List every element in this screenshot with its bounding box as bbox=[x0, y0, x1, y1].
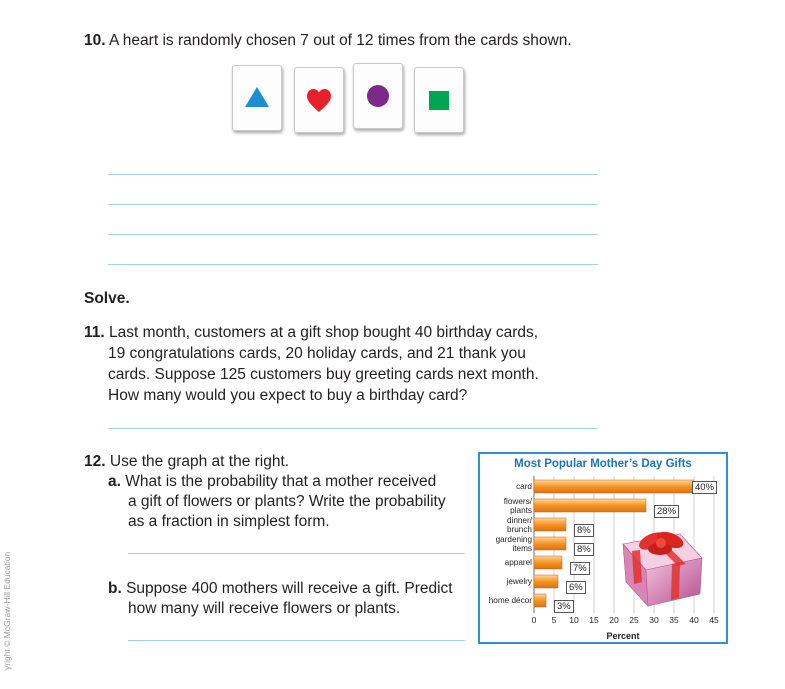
heart-icon bbox=[295, 68, 343, 132]
category-label: gardening items bbox=[495, 535, 532, 553]
card-heart bbox=[294, 67, 344, 133]
answer-line[interactable] bbox=[108, 264, 598, 265]
bar-chart bbox=[478, 452, 728, 644]
square-icon bbox=[415, 68, 463, 132]
question-line: Last month, customers at a gift shop bought 40 birthday cards, bbox=[109, 324, 539, 341]
part-a bbox=[108, 471, 436, 492]
question-number: 10. bbox=[84, 32, 106, 49]
answer-line[interactable] bbox=[108, 234, 598, 235]
question-number: 11. bbox=[84, 324, 105, 341]
card-triangle bbox=[232, 65, 282, 131]
question-11 bbox=[84, 322, 538, 343]
part-label: a. bbox=[108, 473, 121, 490]
section-heading: Solve. bbox=[84, 290, 130, 307]
bar bbox=[534, 556, 562, 569]
category-label: apparel bbox=[504, 558, 532, 568]
bar bbox=[534, 518, 566, 531]
tick-label: 35 bbox=[669, 615, 679, 625]
card-square bbox=[414, 67, 464, 133]
question-line: Suppose 400 mothers will receive a gift. Predict bbox=[126, 580, 453, 597]
card-circle bbox=[353, 63, 403, 129]
bar bbox=[534, 594, 546, 607]
question-line: cards. Suppose 125 customers buy greeting cards next month. bbox=[108, 366, 539, 383]
answer-line[interactable] bbox=[108, 204, 598, 205]
tick-label: 30 bbox=[649, 615, 659, 625]
triangle-icon bbox=[233, 66, 281, 130]
category-label: home décor bbox=[488, 596, 532, 606]
data-label: 6% bbox=[566, 581, 586, 594]
question-line: What is the probability that a mother received bbox=[125, 473, 437, 490]
tick-label: 5 bbox=[551, 615, 557, 625]
bar bbox=[534, 537, 566, 550]
data-label: 3% bbox=[554, 600, 574, 613]
answer-line[interactable] bbox=[128, 553, 465, 554]
tick-label: 40 bbox=[689, 615, 699, 625]
bar bbox=[534, 499, 646, 512]
data-label: 28% bbox=[654, 505, 679, 518]
data-label: 8% bbox=[574, 524, 594, 537]
data-label: 40% bbox=[692, 481, 717, 494]
tick-label: 45 bbox=[709, 615, 719, 625]
question-line: 19 congratulations cards, 20 holiday cards, and 21 thank you bbox=[108, 345, 526, 362]
category-label: card bbox=[516, 482, 532, 492]
tick-label: 0 bbox=[531, 615, 537, 625]
circle-icon bbox=[354, 64, 402, 128]
question-intro: Use the graph at the right. bbox=[109, 453, 290, 470]
question-number: 12. bbox=[84, 453, 106, 470]
chart-title: Most Popular Mother’s Day Gifts bbox=[514, 458, 692, 470]
data-label: 7% bbox=[570, 562, 590, 575]
part-b bbox=[108, 578, 453, 599]
question-10 bbox=[84, 30, 572, 51]
question-line: as a fraction in simplest form. bbox=[128, 513, 330, 530]
copyright-text: yright © McGraw-Hill Education bbox=[2, 551, 12, 670]
question-line: how many will receive flowers or plants. bbox=[128, 600, 401, 617]
tick-label: 25 bbox=[629, 615, 639, 625]
question-text: A heart is randomly chosen 7 out of 12 times from the cards shown. bbox=[109, 32, 572, 49]
tick-label: 20 bbox=[609, 615, 619, 625]
gift-box-illustration bbox=[623, 529, 702, 606]
answer-line[interactable] bbox=[108, 174, 598, 175]
bar bbox=[534, 575, 558, 588]
tick-label: 10 bbox=[569, 615, 579, 625]
data-label: 8% bbox=[574, 543, 594, 556]
answer-line[interactable] bbox=[108, 428, 598, 429]
category-label: flowers/ plants bbox=[503, 497, 532, 515]
category-label: jewelry bbox=[506, 577, 532, 587]
answer-line[interactable] bbox=[128, 640, 465, 641]
part-label: b. bbox=[108, 580, 122, 597]
question-12 bbox=[84, 451, 289, 472]
x-axis-label: Percent bbox=[606, 631, 640, 641]
category-label: dinner/ brunch bbox=[506, 516, 532, 534]
question-line: a gift of flowers or plants? Write the probability bbox=[128, 493, 446, 510]
tick-label: 15 bbox=[589, 615, 599, 625]
question-line: How many would you expect to buy a birthday card? bbox=[108, 387, 468, 404]
bar bbox=[534, 480, 694, 493]
